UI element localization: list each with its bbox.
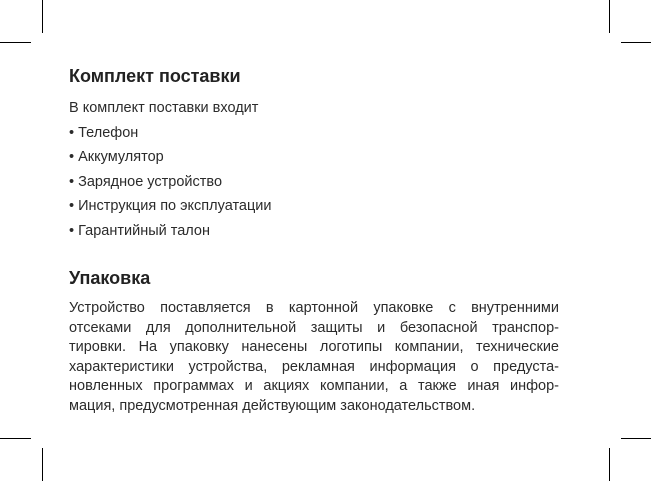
crop-mark: [609, 448, 610, 481]
crop-mark: [0, 438, 31, 439]
packaging-paragraph: [69, 299, 559, 417]
crop-mark: [42, 0, 43, 33]
paragraph-line: Устройство поставляется в картонной упаковке с внутренними: [69, 300, 559, 316]
kit-list-item: • Телефон: [69, 121, 559, 146]
paragraph-line: отсеками для дополнительной защиты и безопасной транспор-: [69, 319, 559, 336]
document-content: [69, 62, 559, 417]
paragraph-line: тировки. На упаковку нанесены логотипы компании, технические: [69, 339, 559, 356]
paragraph-line: характеристики устройства, рекламная информация о предуста-: [69, 358, 559, 375]
kit-list-item: • Гарантийный талон: [69, 219, 559, 244]
kit-list-item: • Зарядное устройство: [69, 170, 559, 195]
crop-mark: [609, 0, 610, 33]
paragraph-line: мация, предусмотренная действующим законодательством.: [69, 397, 476, 414]
crop-mark: [42, 448, 43, 481]
kit-intro: В комплект поставки входит: [69, 100, 259, 116]
packaging-title: Упаковка: [69, 268, 151, 288]
paragraph-line: новленных программах и акциях компании, а также иная инфор-: [69, 378, 559, 395]
kit-list-item: • Инструкция по эксплуатации: [69, 194, 559, 219]
kit-list: [69, 121, 559, 244]
kit-list-item: • Аккумулятор: [69, 145, 559, 170]
crop-mark: [621, 438, 651, 439]
crop-mark: [621, 42, 651, 43]
kit-title: Комплект поставки: [69, 66, 241, 86]
crop-mark: [0, 42, 31, 43]
